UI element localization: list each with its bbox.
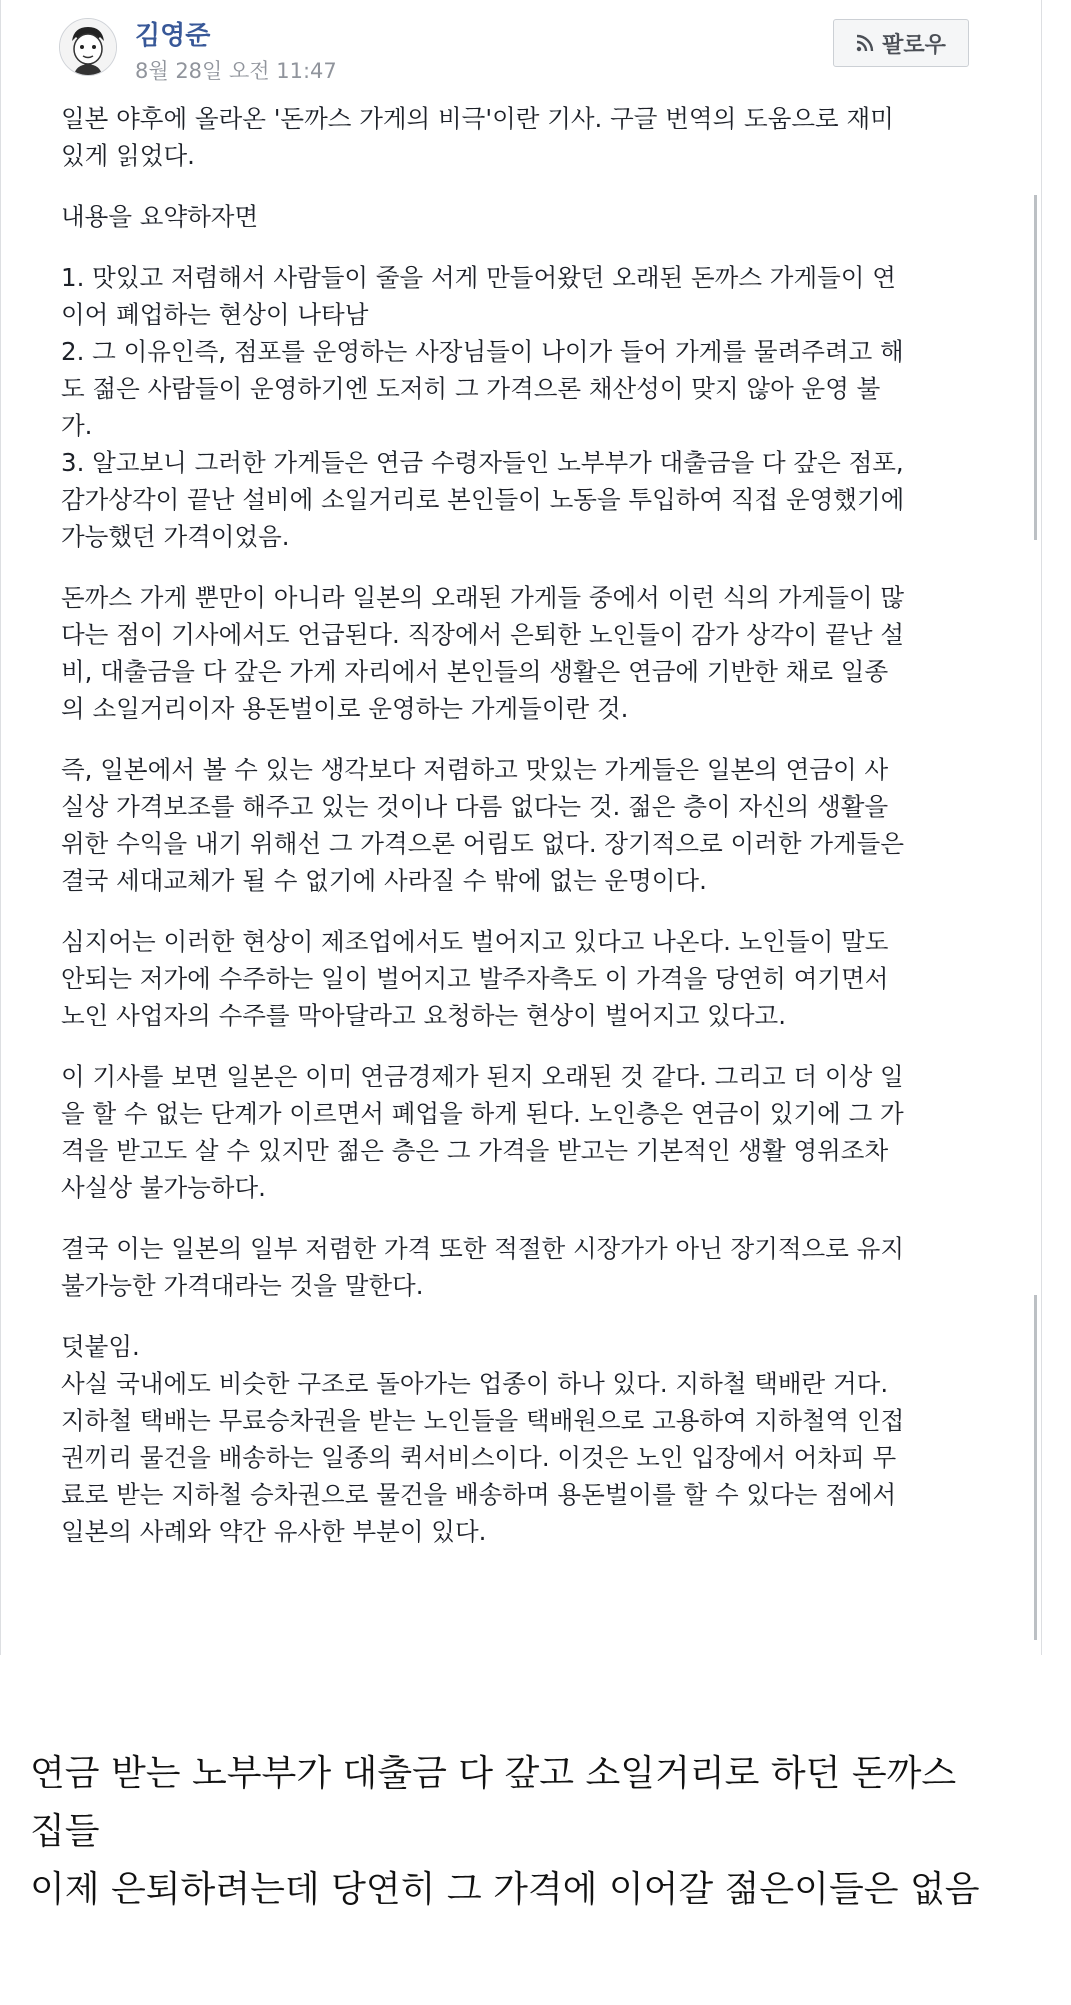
- post-text-line: 비, 대출금을 다 갚은 가게 자리에서 본인들의 생활은 연금에 기반한 채로 일종: [61, 657, 889, 686]
- post-text-line: 일본 야후에 올라온 '돈까스 가게의 비극'이란 기사. 구글 번역의 도움으로 재미: [61, 104, 894, 133]
- post-text-line: 2. 그 이유인즉, 점포를 운영하는 사장님들이 나이가 들어 가게를 물려주려고 해: [61, 337, 904, 366]
- post-text-line: 1. 맛있고 저렴해서 사람들이 줄을 서게 만들어왔던 오래된 돈까스 가게들이 연: [61, 263, 896, 292]
- post-text-line: 도 젊은 사람들이 운영하기엔 도저히 그 가격으론 채산성이 맞지 않아 운영 불: [61, 374, 881, 403]
- follow-button[interactable]: [833, 19, 969, 67]
- post-text-line: 이어 폐업하는 현상이 나타남: [61, 300, 369, 329]
- post-text-line: 료로 받는 지하철 승차권으로 물건을 배송하며 용돈벌이를 할 수 있다는 점에서: [61, 1480, 897, 1509]
- avatar-cartoon-icon: [60, 19, 116, 75]
- post-text-line: 불가능한 가격대라는 것을 말한다.: [61, 1271, 424, 1300]
- post-paragraph: [61, 923, 1011, 1034]
- caption-line: 이제 은퇴하려는데 당연히 그 가격에 이어갈 젊은이들은 없음: [30, 1869, 980, 1910]
- post-text-line: 3. 알고보니 그러한 가게들은 연금 수령자들인 노부부가 대출금을 다 갚은 점포,: [61, 448, 904, 477]
- post-text-line: 가능했던 가격이었음.: [61, 522, 290, 551]
- avatar[interactable]: [59, 18, 117, 76]
- scrollbar-track-segment[interactable]: [1034, 195, 1037, 540]
- follow-label: 팔로우: [882, 32, 946, 58]
- post-text-line: 결국 세대교체가 될 수 없기에 사라질 수 밖에 없는 운명이다.: [61, 866, 707, 895]
- post-text-line: 안되는 저가에 수주하는 일이 벌어지고 발주자측도 이 가격을 당연히 여기면서: [61, 964, 889, 993]
- rss-icon: [856, 34, 874, 52]
- post-text-line: 내용을 요약하자면: [61, 202, 259, 231]
- post-text-line: 돈까스 가게 뿐만이 아니라 일본의 오래된 가게들 중에서 이런 식의 가게들이 많: [61, 583, 905, 612]
- post-paragraph: [61, 579, 1011, 727]
- post-text-line: 사실 국내에도 비슷한 구조로 돌아가는 업종이 하나 있다. 지하철 택배란 거다.: [61, 1369, 889, 1398]
- post-paragraph: [61, 259, 1011, 555]
- caption-line: 집들: [30, 1811, 100, 1852]
- post-text-line: 즉, 일본에서 볼 수 있는 생각보다 저렴하고 맛있는 가게들은 일본의 연금이 사: [61, 755, 889, 784]
- post-paragraph: [61, 1230, 1011, 1304]
- post-text-line: 격을 받고도 살 수 있지만 젊은 층은 그 가격을 받고는 기본적인 생활 영위조차: [61, 1136, 889, 1165]
- post-text-line: 결국 이는 일본의 일부 저렴한 가격 또한 적절한 시장가가 아닌 장기적으로 유지: [61, 1234, 905, 1263]
- caption-line: 연금 받는 노부부가 대출금 다 갚고 소일거리로 하던 돈까스: [30, 1753, 957, 1794]
- post-paragraph: [61, 751, 1011, 899]
- post-text-line: 지하철 택배는 무료승차권을 받는 노인들을 택배원으로 고용하여 지하철역 인접: [61, 1406, 905, 1435]
- post-body: [61, 100, 1011, 1574]
- post-text-line: 이 기사를 보면 일본은 이미 연금경제가 된지 오래된 것 같다. 그리고 더 이상 일: [61, 1062, 904, 1091]
- author-name[interactable]: 김영준: [135, 21, 211, 51]
- scrollbar-track-segment[interactable]: [1034, 1295, 1037, 1640]
- post-paragraph: [61, 100, 1011, 174]
- post-paragraph: [61, 1328, 1011, 1550]
- post-text-line: 사실상 불가능하다.: [61, 1173, 266, 1202]
- post-text-line: 의 소일거리이자 용돈벌이로 운영하는 가게들이란 것.: [61, 694, 629, 723]
- post-text-line: 일본의 사례와 약간 유사한 부분이 있다.: [61, 1517, 487, 1546]
- post-text-line: 심지어는 이러한 현상이 제조업에서도 벌어지고 있다고 나온다. 노인들이 말도: [61, 927, 889, 956]
- post-text-line: 권끼리 물건을 배송하는 일종의 퀵서비스이다. 이것은 노인 입장에서 어차피 무: [61, 1443, 897, 1472]
- post-text-line: 있게 읽었다.: [61, 141, 195, 170]
- post-text-line: 위한 수익을 내기 위해선 그 가격으론 어림도 없다. 장기적으로 이러한 가게들은: [61, 829, 905, 858]
- post-paragraph: [61, 198, 1011, 235]
- post-text-line: 실상 가격보조를 해주고 있는 것이나 다름 없다는 것. 젊은 층이 자신의 생활을: [61, 792, 889, 821]
- post-text-line: 을 할 수 없는 단계가 이르면서 폐업을 하게 된다. 노인층은 연금이 있기에 그 가: [61, 1099, 904, 1128]
- post-timestamp[interactable]: 8월 28일 오전 11:47: [135, 59, 337, 83]
- post-paragraph: [61, 1058, 1011, 1206]
- post-text-line: 노인 사업자의 수주를 막아달라고 요청하는 현상이 벌어지고 있다고.: [61, 1001, 786, 1030]
- caption-text: [30, 1745, 1050, 1919]
- post-text-line: 감가상각이 끝난 설비에 소일거리로 본인들이 노동을 투입하여 직접 운영했기에: [61, 485, 905, 514]
- post-text-line: 다는 점이 기사에서도 언급된다. 직장에서 은퇴한 노인들이 감가 상각이 끝난 설: [61, 620, 905, 649]
- post-text-line: 덧붙임.: [61, 1332, 140, 1361]
- post-text-line: 가.: [61, 411, 93, 440]
